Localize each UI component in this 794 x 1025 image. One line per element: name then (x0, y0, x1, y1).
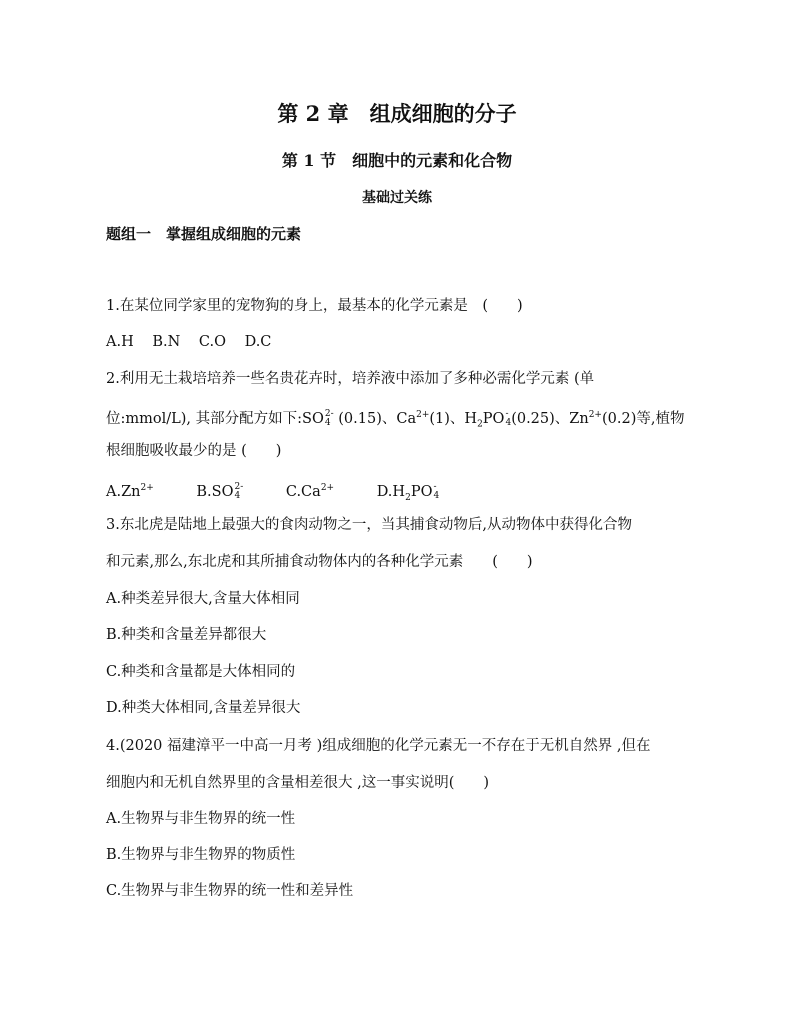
q2-option-d (377, 482, 440, 508)
section-title: 第 1 节 细胞中的元素和化合物 (281, 151, 513, 170)
q2-option-d-text: D.H (376, 483, 406, 500)
q2-text-b: (0.15)、Ca (338, 410, 417, 427)
h2-subscript: 2 (477, 419, 483, 430)
q2-text-d: PO (482, 410, 505, 427)
q2-option-c-charge: 2+ (320, 483, 335, 493)
exercise-subtitle: 基础过关练 (362, 190, 432, 206)
q4-stem-line2: 细胞内和无机自然界里的含量相差很大 ,这一事实说明( ) (106, 775, 490, 791)
q4-option-a: A.生物界与非生物界的统一性 (106, 811, 296, 827)
q3-stem-line2: 和元素,那么,东北虎和其所捕食动物体内的各种化学元素 ( ) (106, 554, 533, 570)
q1-option-a: A.H (106, 334, 134, 350)
q2-option-d-po: PO (410, 483, 433, 500)
q2-option-a-charge: 2+ (140, 483, 154, 493)
q4-stem-line1: 4.(2020 福建漳平一中高一月考 )组成细胞的化学元素无一不存在于无机自然界 ,但在 (106, 738, 651, 754)
q1-options (106, 332, 285, 352)
q2-option-c (286, 478, 334, 502)
q3-option-a: A.种类差异很大,含量大体相同 (106, 591, 300, 607)
q2-option-b-scripts (234, 483, 243, 501)
q1-option-b: B.N (152, 334, 181, 350)
q2-option-b-subscript: 4 (234, 490, 241, 501)
q2-option-d-h-subscript: 2 (405, 492, 411, 503)
po4-subscript: 4 (505, 417, 512, 428)
q2-option-c-text: C.Ca (285, 483, 321, 500)
q2-text-c: (1)、H (429, 410, 478, 427)
q2-option-b-charge: 2- (234, 481, 244, 492)
q2-option-d-scripts (433, 483, 439, 501)
q3-option-b: B.种类和含量差异都很大 (106, 627, 267, 643)
zn-charge: 2+ (588, 410, 602, 420)
q2-option-a (106, 478, 154, 502)
so4-charge: 2- (324, 408, 334, 419)
q2-text-a: 位:mmol/L), 其部分配方如下:SO (106, 410, 324, 427)
q4-option-b: B.生物界与非生物界的物质性 (106, 847, 296, 863)
q2-option-b (196, 482, 243, 502)
q2-text-e: (0.25)、Zn (511, 410, 589, 427)
q2-option-a-text: A.Zn (106, 483, 141, 500)
q2-stem-line2 (106, 405, 684, 435)
q2-stem-line1: 2.利用无土栽培培养一些名贵花卉时，培养液中添加了多种必需化学元素 (单 (106, 371, 595, 387)
q2-text-f: (0.2)等,植物 (601, 410, 685, 427)
so4-subscript: 4 (324, 417, 331, 428)
q3-option-d: D.种类大体相同,含量差异很大 (106, 700, 301, 716)
q1-stem: 1.在某位同学家里的宠物狗的身上，最基本的化学元素是 ( ) (106, 298, 523, 314)
q3-option-c: C.种类和含量都是大体相同的 (106, 664, 296, 680)
q2-option-d-subscript: 4 (433, 490, 440, 501)
q1-option-c: C.O (198, 334, 226, 350)
ca-charge: 2+ (416, 410, 430, 420)
chapter-title: 第 2 章 组成细胞的分子 (277, 101, 517, 126)
question-group-title: 题组一 掌握组成细胞的元素 (106, 225, 302, 243)
q2-stem-line3: 根细胞吸收最少的是 ( ) (106, 443, 282, 459)
q1-option-d: D.C (244, 334, 272, 350)
so4-scripts (325, 410, 334, 428)
q3-stem-line1: 3.东北虎是陆地上最强大的食肉动物之一，当其捕食动物后,从动物体中获得化合物 (106, 517, 632, 533)
q4-option-c: C.生物界与非生物界的统一性和差异性 (106, 883, 354, 899)
q2-options (106, 478, 477, 508)
po4-charge: - (505, 408, 509, 419)
q2-option-d-charge: - (433, 481, 437, 492)
q2-option-b-text: B.SO (196, 483, 234, 500)
